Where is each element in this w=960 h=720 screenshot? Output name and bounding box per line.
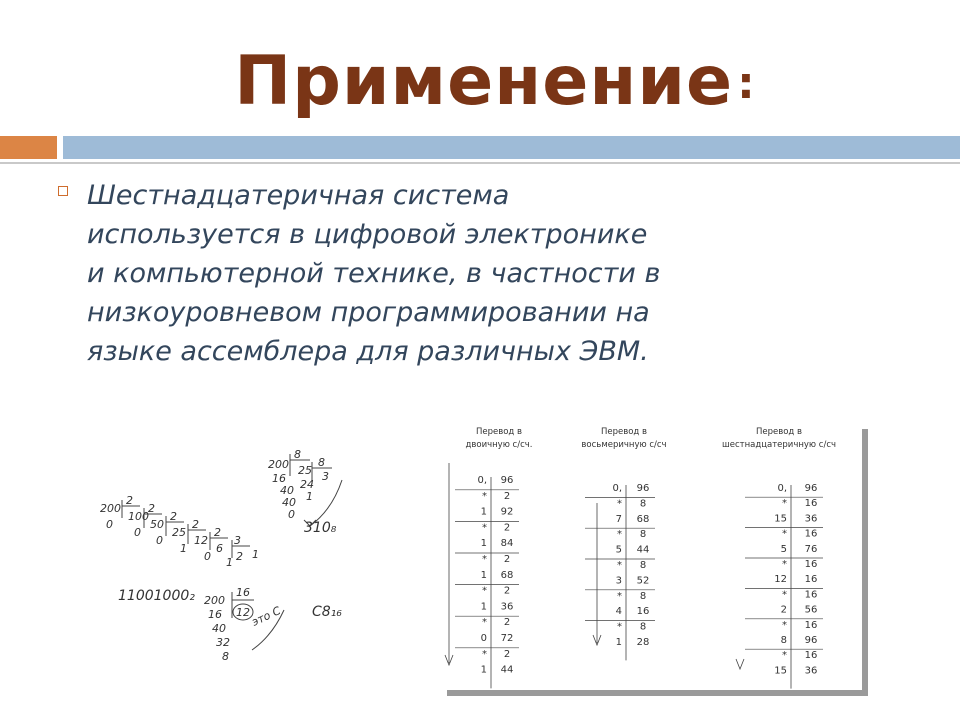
- octal-cell-right: 52: [636, 575, 650, 587]
- hw-number: 0: [134, 526, 141, 539]
- hex-cell-right: 56: [804, 604, 818, 616]
- octal-cell-right: 8: [639, 529, 647, 541]
- hw-number: 25: [172, 526, 186, 539]
- binary-cell-right: 84: [500, 538, 514, 550]
- octal-cell-right: 44: [636, 544, 650, 556]
- hex-cell-left: 5: [780, 543, 787, 555]
- binary-cell-right: 2: [503, 585, 511, 597]
- hw-number: 0: [204, 550, 211, 563]
- hw-number: 1: [226, 556, 233, 569]
- binary-cell-right: 72: [500, 633, 514, 644]
- hw-number: 2: [236, 550, 243, 563]
- hw-number: 40: [282, 496, 296, 509]
- binary-cell-right: 92: [500, 506, 514, 518]
- binary-cell-right: 96: [500, 475, 514, 486]
- hw-result-octal: 310₈: [304, 520, 337, 536]
- binary-cell-left: *: [482, 554, 487, 565]
- octal-cell-right: 16: [636, 606, 650, 618]
- slide-title-text: Применение: [234, 42, 734, 121]
- hex-cell-left: 8: [780, 635, 787, 646]
- octal-cell-right: 8: [639, 560, 647, 571]
- hw-number: 200: [100, 502, 121, 515]
- table-header-binary-2: двоичную с/сч.: [465, 440, 533, 450]
- hex-cell-left: *: [782, 559, 787, 570]
- hex-cell-right: 16: [804, 619, 818, 631]
- hw-number: 3: [322, 470, 329, 483]
- hw-number: 8: [318, 456, 325, 469]
- octal-cell-right: 96: [636, 483, 650, 494]
- hex-cell-right: 96: [804, 635, 818, 646]
- octal-cell-left: *: [617, 621, 622, 633]
- octal-cell-left: 0,: [612, 483, 622, 494]
- hw-number: 12: [194, 534, 208, 547]
- handwritten-conversion-image: [92, 440, 392, 680]
- hw-number: 0: [288, 508, 295, 521]
- hw-number: 200: [268, 458, 289, 471]
- hw-number: 16: [208, 608, 222, 621]
- hw-number: 32: [216, 636, 230, 649]
- octal-cell-left: 3: [615, 575, 622, 587]
- binary-cell-left: 1: [480, 538, 487, 550]
- hw-number: 40: [212, 622, 226, 635]
- binary-cell-right: 2: [503, 648, 511, 660]
- table-header-hex-1: Перевод в: [755, 427, 803, 437]
- binary-cell-left: 0: [480, 633, 487, 644]
- hex-cell-right: 36: [804, 665, 818, 677]
- octal-cell-left: 4: [615, 606, 622, 618]
- octal-cell-left: 1: [615, 637, 622, 648]
- hw-number: 25: [298, 464, 312, 477]
- hex-cell-right: 16: [804, 574, 818, 586]
- binary-cell-right: 2: [503, 522, 511, 534]
- table-header-octal-2: восьмеричную с/сч: [581, 440, 667, 450]
- hw-number: 2: [126, 494, 133, 507]
- binary-cell-left: 1: [480, 601, 487, 613]
- bullet-square-icon: [58, 186, 68, 196]
- hex-cell-left: *: [782, 528, 787, 540]
- hw-number: 2: [214, 526, 221, 539]
- hex-cell-right: 96: [804, 483, 818, 494]
- octal-cell-left: 5: [615, 544, 622, 556]
- octal-cell-left: *: [617, 590, 622, 602]
- hex-cell-right: 16: [804, 498, 818, 510]
- binary-cell-right: 44: [500, 664, 514, 676]
- hw-number: 40: [280, 484, 294, 497]
- hw-number: 8: [222, 650, 229, 663]
- hw-number: 2: [192, 518, 199, 531]
- hex-cell-left: *: [782, 650, 787, 662]
- slide-title-colon: :: [737, 58, 756, 109]
- hw-number: 0: [156, 534, 163, 547]
- octal-cell-right: 68: [636, 513, 650, 525]
- octal-cell-left: *: [617, 498, 622, 510]
- hw-number: 24: [300, 478, 314, 491]
- accent-bar-blue: [63, 136, 960, 159]
- hw-result-hex: C8₁₆: [312, 604, 342, 620]
- octal-cell-right: 8: [639, 590, 647, 602]
- hw-number: 1: [180, 542, 187, 555]
- hex-cell-left: 2: [780, 604, 787, 616]
- binary-cell-left: *: [482, 585, 487, 597]
- slide-title: [0, 42, 960, 121]
- octal-cell-left: *: [617, 560, 622, 571]
- binary-cell-left: *: [482, 617, 487, 629]
- binary-cell-right: 2: [503, 554, 511, 565]
- hex-table: [745, 483, 823, 689]
- table-header-binary-1: Перевод в: [475, 427, 523, 437]
- hw-note: это С: [249, 604, 283, 629]
- hex-cell-left: *: [782, 619, 787, 631]
- hw-number: 1: [252, 548, 259, 561]
- octal-cell-left: *: [617, 529, 622, 541]
- octal-table: [585, 483, 655, 660]
- conversion-tables: [441, 423, 862, 690]
- hw-number: 16: [236, 586, 250, 599]
- binary-cell-right: 68: [500, 569, 514, 581]
- hw-number: 2: [170, 510, 177, 523]
- hex-cell-right: 16: [804, 528, 818, 540]
- binary-cell-right: 2: [503, 490, 511, 502]
- hex-cell-left: 0,: [777, 483, 787, 494]
- hex-cell-right: 16: [804, 559, 818, 570]
- hw-number: 6: [216, 542, 223, 555]
- binary-cell-left: 1: [480, 664, 487, 676]
- arrow-hex-icon: [736, 659, 744, 669]
- binary-table: [455, 475, 519, 688]
- hex-cell-right: 16: [804, 589, 818, 601]
- hw-number: 12: [236, 606, 250, 619]
- conversion-tables-image: [441, 423, 862, 690]
- hw-number: 1: [306, 490, 313, 503]
- binary-cell-left: 0,: [477, 475, 487, 486]
- hex-cell-left: 12: [774, 574, 787, 586]
- hex-cell-right: 16: [804, 650, 818, 662]
- hw-result-binary: 11001000₂: [118, 588, 195, 604]
- hw-number: 200: [204, 594, 225, 607]
- binary-cell-right: 2: [503, 617, 511, 629]
- binary-cell-right: 36: [500, 601, 514, 613]
- binary-cell-left: 1: [480, 506, 487, 518]
- hw-number: 8: [294, 448, 301, 461]
- octal-cell-right: 28: [636, 637, 650, 648]
- accent-divider: [0, 162, 960, 164]
- hw-number: 2: [148, 502, 155, 515]
- binary-cell-left: *: [482, 490, 487, 502]
- accent-bar-orange: [0, 136, 57, 159]
- octal-cell-left: 7: [615, 513, 622, 525]
- hex-cell-left: 15: [774, 665, 787, 677]
- hw-number: 16: [272, 472, 286, 485]
- hw-number: 50: [150, 518, 164, 531]
- hex-cell-left: 15: [774, 513, 787, 525]
- table-header-hex-2: шестнадцатеричную с/сч: [721, 440, 837, 450]
- hex-cell-right: 76: [804, 543, 818, 555]
- hw-number: 100: [128, 510, 149, 523]
- binary-cell-left: *: [482, 648, 487, 660]
- binary-cell-left: 1: [480, 569, 487, 581]
- hex-cell-left: *: [782, 498, 787, 510]
- table-header-octal-1: Перевод в: [600, 427, 648, 437]
- bullet-text: Шестнадцатеричная система используется в цифровой электронике и компьютерной технике, в частности в низкоуровневом программировании на языке ассемблера для различных ЭВМ.: [87, 180, 661, 367]
- hw-number: 3: [234, 534, 241, 547]
- handwritten-sketch: [92, 440, 392, 680]
- hex-cell-left: *: [782, 589, 787, 601]
- octal-cell-right: 8: [639, 621, 647, 633]
- arrow-binary-icon: [445, 463, 453, 665]
- hw-number: 0: [106, 518, 113, 531]
- hex-cell-right: 36: [804, 513, 818, 525]
- arrow-octal-icon: [593, 503, 601, 645]
- octal-cell-right: 8: [639, 498, 647, 510]
- binary-cell-left: *: [482, 522, 487, 534]
